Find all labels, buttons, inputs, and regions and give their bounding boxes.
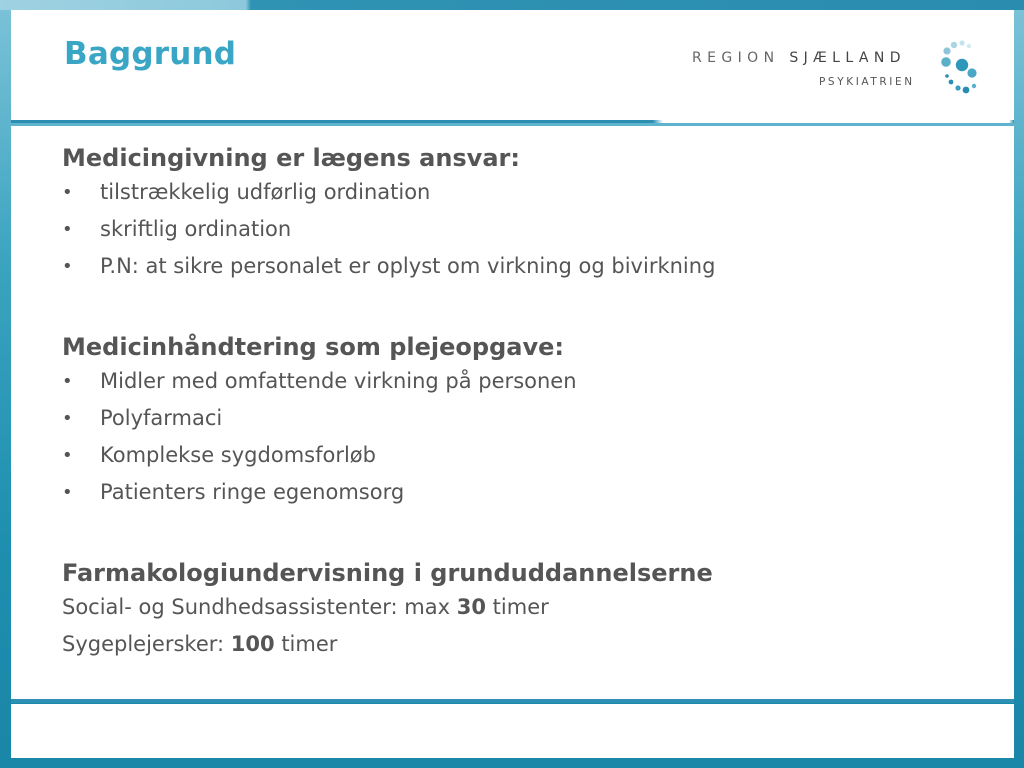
- bottom-accent-band: [11, 699, 1014, 703]
- bullet-list: [62, 363, 962, 511]
- region-sjaelland-logo: [690, 38, 990, 98]
- list-item: • skriftlig ordination: [62, 211, 962, 248]
- header-separator: [11, 120, 1014, 123]
- list-item: • Komplekse sygdomsforløb: [62, 437, 962, 474]
- hours-value: 100: [230, 632, 275, 656]
- bullet-icon: •: [62, 256, 73, 277]
- section-medicinhaandtering: [62, 331, 962, 511]
- list-item: • Polyfarmaci: [62, 400, 962, 437]
- slide-body: [62, 142, 962, 663]
- bullet-list: [62, 174, 962, 285]
- logo-subtitle: PSYKIATRIEN: [819, 76, 915, 88]
- section-farmakologi: [62, 557, 962, 663]
- bullet-icon: •: [62, 408, 73, 429]
- top-accent-band: [0, 0, 1024, 10]
- dots-logo-icon: [938, 38, 984, 98]
- logo-sjaelland-text: SJÆLLAND: [789, 50, 906, 66]
- list-item: • tilstrækkelig udførlig ordination: [62, 174, 962, 211]
- hours-line-sygeplejersker: Sygeplejersker: 100 timer: [62, 632, 338, 656]
- bullet-icon: •: [62, 219, 73, 240]
- section-heading: Medicinhåndtering som plejeopgave:: [62, 333, 564, 361]
- list-item: • Midler med omfattende virkning på personen: [62, 363, 962, 400]
- hours-line-sosu: Social- og Sundhedsassistenter: max 30 timer: [62, 595, 549, 619]
- slide-title: Baggrund: [64, 36, 237, 72]
- hours-value: 30: [456, 595, 486, 619]
- logo-wordmark: [692, 50, 906, 66]
- list-item: • P.N: at sikre personalet er oplyst om virkning og bivirkning: [62, 248, 962, 285]
- slide-footer: [11, 704, 1014, 758]
- bullet-icon: •: [62, 445, 73, 466]
- section-heading: Farmakologiundervisning i grunduddannelserne: [62, 559, 713, 587]
- bullet-icon: •: [62, 482, 73, 503]
- section-medicingivning: [62, 142, 962, 285]
- section-heading: Medicingivning er lægens ansvar:: [62, 144, 520, 172]
- logo-region-text: REGION: [692, 50, 780, 66]
- bullet-icon: •: [62, 371, 73, 392]
- list-item: • Patienters ringe egenomsorg: [62, 474, 962, 511]
- bullet-icon: •: [62, 182, 73, 203]
